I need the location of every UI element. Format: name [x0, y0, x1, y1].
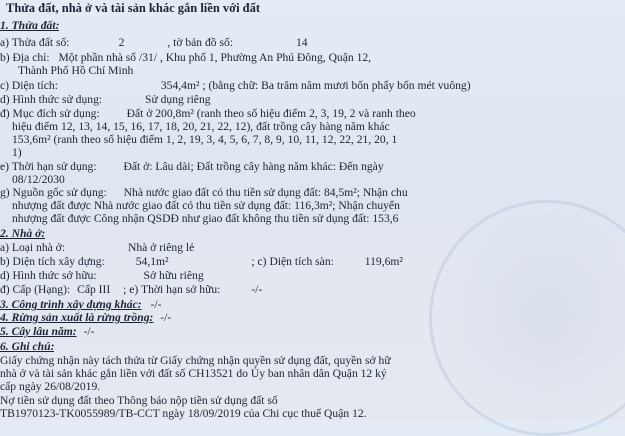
note-line-5: TB1970123-TK0055989/TB-CCT ngày 18/09/2019 của Chi cục thuế Quận 12. [0, 407, 367, 420]
use-form-row [0, 93, 211, 106]
purpose-line-3: 153,6m² (ranh theo số hiệu điểm 1, 2, 19, 3, 4, 5, 6, 7, 8, 9, 10, 11, 12, 22, 21, 20, 1 [12, 133, 398, 146]
term-row [0, 160, 384, 173]
parcel-number: 2 [118, 36, 125, 49]
note-line-4: Nợ tiền sử dụng đất theo Thông báo nộp tiền sử dụng đất số [0, 394, 278, 407]
perennial-row [0, 325, 95, 338]
origin-label: g) Nguồn gốc sử dụng: [0, 186, 107, 199]
build-area-value: 54,1m² [135, 255, 169, 268]
section-perennial: 5. Cây lâu năm: [0, 325, 77, 338]
grade-row [0, 283, 262, 296]
purpose-line-2: hiệu điểm 12, 13, 14, 15, 16, 17, 18, 20, 21, 22, 12), đất trồng cây hàng năm khác [12, 120, 390, 133]
section-other-construction: 3. Công trình xây dựng khác: [0, 298, 142, 311]
purpose-value: Đất ở 200,8m² (ranh theo số hiệu điểm 2, 3, 19, 2 và ranh theo [126, 107, 416, 120]
purpose-line-4: 1) [12, 146, 22, 159]
use-form-value: Sử dụng riêng [145, 93, 211, 106]
house-type-label: a) Loại nhà ở: [0, 241, 66, 254]
address-line-2: Thành Phố Hồ Chí Minh [18, 64, 134, 77]
house-type-row [0, 241, 194, 254]
note-line-1: Giấy chứng nhận này tách thửa từ Giấy chứng nhận quyền sử dụng đất, quyền sở hữ [0, 354, 391, 367]
area-label: c) Diện tích: [0, 79, 58, 92]
map-sheet-number: 14 [295, 36, 308, 49]
perennial-value: -/- [83, 325, 95, 338]
origin-value: Nhà nước giao đất có thu tiền sử dụng đất: 84,5m²; Nhận chu [123, 186, 408, 199]
ownership-term-value: -/- [251, 283, 263, 296]
area-row [0, 79, 471, 92]
note-line-2: nhà ở và tài sản khác gắn liền với đất số CH13521 do Ủy ban nhân dân Quận 12 ký [0, 367, 387, 380]
grade-value: Cấp III [77, 283, 111, 296]
ownership-term-label: ; e) Thời hạn sở hữu: [123, 283, 221, 296]
purpose-label: đ) Mục đích sử dụng: [0, 107, 100, 120]
address-value: Một phần nhà số /31/ , Khu phố 1, Phường An Phú Đông, Quận 12, [58, 51, 372, 64]
address-row [0, 51, 371, 64]
document-header: Thửa đất, nhà ở và tài sản khác gắn liền với đất [6, 2, 261, 15]
ownership-label: d) Hình thức sở hữu: [0, 269, 97, 282]
origin-line-2: nhượng đất được Nhà nước giao đất có thu tiền sử dụng đất: 116,3m²; Nhận chuyển [12, 199, 400, 212]
purpose-row [0, 107, 416, 120]
other-construction-row [0, 298, 161, 311]
section-forest: 4. Rừng sản xuất là rừng trồng: [0, 311, 154, 324]
build-area-row [0, 255, 403, 268]
forest-row [0, 311, 171, 324]
area-words: ; (bằng chữ: Ba trăm năm mươi bốn phẩy bốn mét vuông) [202, 79, 471, 92]
ownership-row [0, 269, 204, 282]
house-type-value: Nhà ở riêng lẻ [127, 241, 195, 254]
build-area-label: b) Diện tích xây dựng: [0, 255, 105, 268]
note-line-3: cấp ngày 26/08/2019. [0, 380, 101, 393]
map-sheet-label: , tờ bản đồ số: [167, 36, 234, 49]
ownership-value: Sở hữu riêng [143, 269, 204, 282]
watermark-seal [429, 200, 625, 436]
grade-label: đ) Cấp (Hạng): [0, 283, 71, 296]
parcel-number-row [0, 36, 308, 49]
address-label: b) Địa chỉ: [0, 51, 50, 64]
forest-value: -/- [160, 311, 172, 324]
parcel-number-label: a) Thửa đất số: [0, 36, 70, 49]
floor-area-label: ; c) Diện tích sàn: [251, 255, 334, 268]
section-notes: 6. Ghi chú: [0, 340, 55, 353]
term-label: e) Thời hạn sử dụng: [0, 160, 97, 173]
term-value: Đất ở: Lâu dài; Đất trồng cây hàng năm khác: Đến ngày [123, 160, 384, 173]
section-land-parcel: 1. Thửa đất: [0, 19, 60, 32]
floor-area-value: 119,6m² [364, 255, 403, 268]
section-house: 2. Nhà ở: [0, 227, 46, 240]
area-value: 354,4m² [160, 79, 200, 92]
other-construction-value: -/- [150, 298, 162, 311]
origin-line-3: nhượng đất được Công nhận QSDĐ như giao đất không thu tiền sử dụng đất: 153,6 [12, 212, 399, 225]
use-form-label: d) Hình thức sử dụng: [0, 93, 103, 106]
term-line-2: 08/12/2030 [12, 173, 65, 186]
origin-row [0, 186, 408, 199]
